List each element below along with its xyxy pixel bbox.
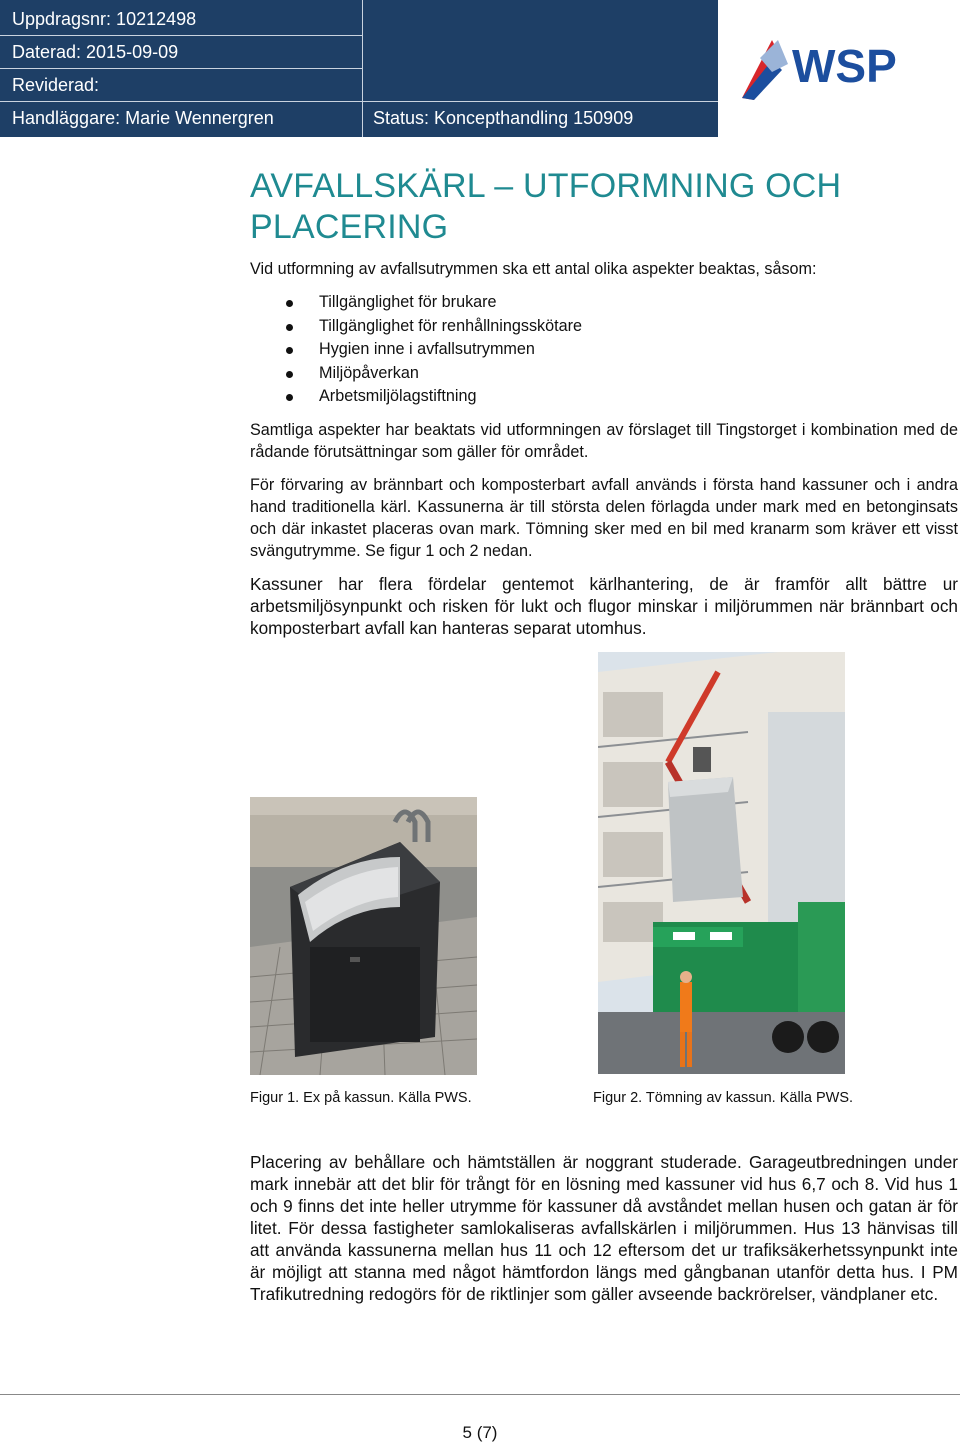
header-row <box>0 3 718 36</box>
document-header <box>0 0 960 137</box>
logo-text: WSP <box>792 40 897 92</box>
figure-1-image <box>250 797 477 1075</box>
header-row <box>0 36 718 69</box>
assignment-number: Uppdragsnr: 10212498 <box>12 9 197 29</box>
date: Daterad: 2015-09-09 <box>12 42 179 62</box>
header-row <box>0 102 718 135</box>
footer-divider <box>0 1394 960 1395</box>
figure-2-caption: Figur 2. Tömning av kassun. Källa PWS. <box>593 1090 854 1106</box>
paragraph-storage: För förvaring av brännbart och komposterbart avfall används i första hand kassuner och i andra hand traditionella kärl. Kassunerna är till största delen förlagda under mark med en betonginsats och där inkastet placeras ovan mark. Tömning sker med en bil med kranarm som kräver ett visst svängutrymme. Se figur 1 och 2 nedan. <box>250 476 958 560</box>
bullet-icon <box>286 324 293 331</box>
header-divider <box>362 0 363 137</box>
handler: Handläggare: Marie Wennergren <box>12 108 274 128</box>
header-info-table <box>0 0 718 137</box>
figure-2-image <box>598 652 845 1074</box>
header-row <box>0 69 718 102</box>
bullet-icon <box>286 300 293 307</box>
bullet-icon <box>286 347 293 354</box>
list-item: Tillgänglighet för renhållningsskötare <box>250 315 582 339</box>
paragraph-advantages: Kassuner har flera fördelar gentemot kärlhantering, de är framför allt bättre ur arbetsmiljösynpunkt och risken för lukt och flugor minskar i miljörummen när brännbart och komposterbart avfall kan hanteras separat utomhus. <box>250 574 958 638</box>
wsp-logo-icon <box>720 0 960 137</box>
intro-text: Vid utformning av avfallsutrymmen ska ett antal olika aspekter beaktas, såsom: <box>250 260 817 278</box>
figure-1-caption: Figur 1. Ex på kassun. Källa PWS. <box>250 1090 472 1106</box>
aspect-list <box>250 291 582 409</box>
list-item: Arbetsmiljölagstiftning <box>250 385 582 409</box>
list-item: Miljöpåverkan <box>250 362 582 386</box>
bullet-icon <box>286 394 293 401</box>
paragraph-placement: Placering av behållare och hämtställen är noggrant studerade. Garageutbredningen under mark innebär att det blir för trångt för en lösning med kassuner vid hus 6,7 och 8. Vid hus 1 och 9 finns det inte heller utrymme för kassuner då avståndet mellan husen och gatan är för litet. För dessa fastigheter samlokaliseras avfallskärlen i miljörummen. Hus 13 hänvisas till att använda kassunerna mellan hus 11 och 12 eftersom det ur trafiksäkerhetssynpunkt inte är möjligt att stanna med något hämtfordon längs med gångbanan utanför detta hus. I PM Trafikutredning redogörs för de riktlinjer som gäller avseende backrörelser, vändplaner etc. <box>250 1152 958 1304</box>
paragraph-aspects: Samtliga aspekter har beaktats vid utformningen av förslaget till Tingstorget i kombination med de rådande förutsättningar som gäller för området. <box>250 421 958 461</box>
page-number: 5 (7) <box>462 1423 498 1442</box>
revised: Reviderad: <box>12 75 100 95</box>
wsp-logo <box>720 0 960 137</box>
status: Status: Koncepthandling 150909 <box>373 108 634 128</box>
list-item: Tillgänglighet för brukare <box>250 291 582 315</box>
page-title: AVFALLSKÄRL – UTFORMNING OCH PLACERING <box>250 167 842 246</box>
list-item: Hygien inne i avfallsutrymmen <box>250 338 582 362</box>
bullet-icon <box>286 371 293 378</box>
